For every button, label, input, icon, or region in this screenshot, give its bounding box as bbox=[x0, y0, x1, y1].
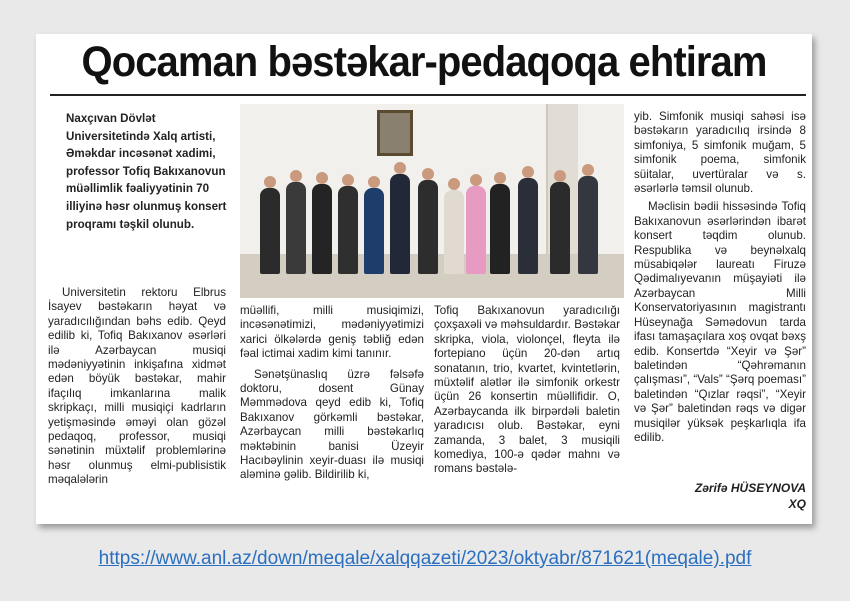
column-3-text: Tofiq Bakıxanovun yaradıcılığı çoxşaxəli və məhsuldardır. Bəstəkar skripka, viola, violonçel, fleyta ilə fortepiano üçün 20-dən artıq sonatanın, trio, kvartet, kvintetlərin, müxtəlif alətlər ilə simfonik orkestr üçün 26 konsertin müəllifidir. O, Azərbaycanda ilk birpərdəli baletin yaradıcısı olub. Bəstəkar, eyni zamanda, 3 balet, 3 musiqili komediya, 100-ə qədər mahnı və romans bəstələ- bbox=[434, 304, 620, 476]
column-2-paragraph-1: müəllifi, milli musiqimizi, incəsənətimizi, mədəniyyətimizi xarici ölkələrdə geniş təbliğ edən fəal ictimai xadim kimi tanınır. bbox=[240, 304, 424, 361]
author-tag: XQ bbox=[788, 497, 806, 511]
person-figure bbox=[286, 182, 306, 274]
source-link[interactable]: https://www.anl.az/down/meqale/xalqqazeti/2023/oktyabr/871621(meqale).pdf bbox=[98, 548, 752, 569]
person-figure bbox=[490, 184, 510, 274]
person-figure bbox=[312, 184, 332, 274]
person-figure bbox=[466, 186, 486, 274]
column-4 bbox=[634, 110, 806, 445]
column-1-text: Universitetin rektoru Elbrus İsayev bəstəkarın həyat və yaradıcılığından bəhs edib. Qeyd edilib ki, Tofiq Bakıxanov əsərləri ilə Azərbaycan musiqi mədəniyyətinin inkişafına xidmət edən böyük bəstəkar, mahir ifaçılıq imkanlarına malik skripkaçı, milli musiqiçi kadrların yetişməsində əməyi olan gözəl pedaqoq, professor, musiqi sənətinin müxtəlif problemlərinə həsr olunmuş elmi-publisistik məqalələrin bbox=[48, 286, 226, 487]
person-figure bbox=[338, 186, 358, 274]
headline: Qocaman bəstəkar-pedaqoqa ehtiram bbox=[81, 38, 767, 86]
author-signature bbox=[648, 480, 806, 512]
lead-paragraph: Naxçıvan Dövlət Universitetində Xalq artisti, Əməkdar incəsənət xadimi, professor Tofiq Bakıxanovun müəllimlik fəaliyyətinin 70 illiyinə həsr olunmuş konsert proqramı təşkil olunub. bbox=[66, 112, 227, 231]
author-name: Zərifə HÜSEYNOVA bbox=[694, 481, 806, 495]
wall-portrait bbox=[377, 110, 413, 156]
column-2 bbox=[240, 304, 424, 483]
column-1 bbox=[48, 286, 226, 488]
person-figure bbox=[444, 190, 464, 274]
newspaper-clipping bbox=[36, 34, 812, 524]
column-4-paragraph-1: yib. Simfonik musiqi sahəsi isə bəstəkarın yaradıcılıq irsində 8 simfoniya, 5 simfonik muğam, 5 simfonik poema, simfonik süitalar, uvertüralar və s. əsərlərlə təmsil olunub. bbox=[634, 110, 806, 196]
person-figure bbox=[260, 188, 280, 274]
person-figure bbox=[390, 174, 410, 274]
headline-rule bbox=[50, 94, 806, 96]
column-2-paragraph-2: Sənətşünaslıq üzrə fəlsəfə doktoru, dosent Günay Məmmədova qeyd edib ki, Tofiq Bakıxanov görkəmli bəstəkar, Azərbaycan milli bəstəkarlıq məktəbinin banisi Üzeyir Hacıbəylinin xeyir-duası ilə musiqi aləminə gəlib. Bildirilib ki, bbox=[240, 367, 424, 482]
person-figure bbox=[364, 188, 384, 274]
column-3 bbox=[434, 304, 620, 477]
person-figure bbox=[418, 180, 438, 274]
person-figure bbox=[550, 182, 570, 274]
person-figure bbox=[578, 176, 598, 274]
group-photo bbox=[240, 104, 624, 298]
person-figure bbox=[518, 178, 538, 274]
column-4-paragraph-2: Məclisin bədii hissəsində Tofiq Bakıxanovun əsərlərindən ibarət konsert təqdim olunub. Respublika və beynəlxalq müsabiqələr laureatı Firuzə Qədimalıyevanın müşayiəti ilə Azərbaycan Milli Konservatoriyasının magistrantı Hüseynağa Səmədovun tarda ifası tamaşaçılara xoş ovqat bəxş edib. Konsertdə “Xeyir və Şər” baletindən “Qəhrəmanın çalışması”, “Vals” “Şərq poeması” baletindən “Qızlar rəqsi”, “Xeyir və Şər” baletindən rəqs və digər musiqilər yüksək peşkarlıqla ifa edilib. bbox=[634, 200, 806, 444]
